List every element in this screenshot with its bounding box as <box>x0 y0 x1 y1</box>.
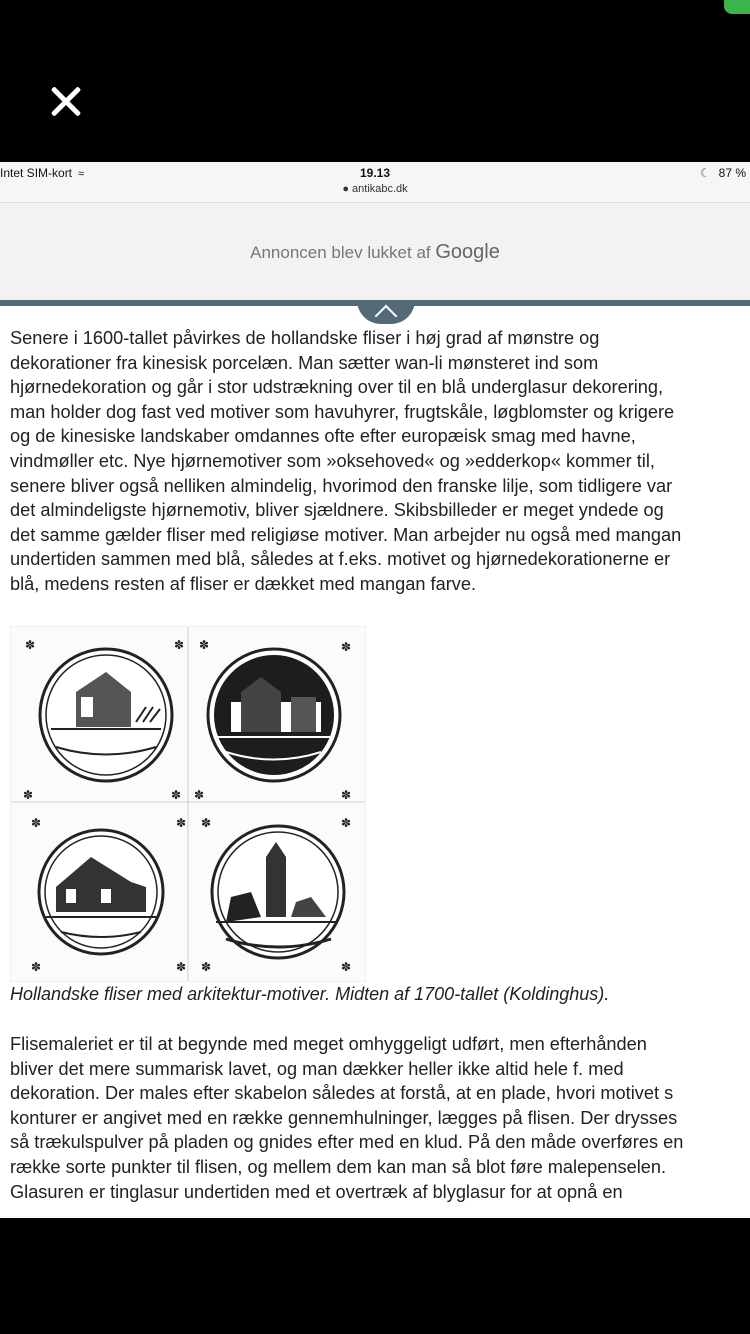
close-icon[interactable] <box>44 80 88 124</box>
svg-text:✽: ✽ <box>341 960 352 974</box>
wifi-icon: ≈ <box>78 168 85 180</box>
viewer-top-bar <box>0 0 750 162</box>
viewer-bottom-bar <box>0 1218 750 1334</box>
chevron-up-icon <box>375 305 398 328</box>
text-line: dekoration. Der males efter skabelon således at forstå, at en plade, hvori motivet s <box>10 1083 674 1104</box>
text-line: man holder dog fast ved motiver som havuhyrer, frugtskåle, løgblomster og krigere <box>10 401 675 422</box>
text-line: og de kinesiske landskaber omdannes ofte efter europæisk smag med havne, <box>10 426 636 447</box>
svg-text:✽: ✽ <box>201 816 212 830</box>
text-line: Senere i 1600-tallet påvirkes de hollandske fliser i høj grad af mønstre og <box>10 328 600 348</box>
moon-icon: ☾ <box>699 166 711 180</box>
tiles-figure-image <box>10 626 366 982</box>
tile-house-1 <box>40 649 172 781</box>
text-line: det almindeligste hjørnemotiv, bliver sjældnere. Skibsbilleder er meget yndede og <box>10 500 664 521</box>
svg-text:✽: ✽ <box>25 638 36 652</box>
svg-text:✽: ✽ <box>176 816 187 830</box>
svg-text:✽: ✽ <box>176 960 187 974</box>
figure-caption: Hollandske fliser med arkitektur-motiver. Midten af 1700-tallet (Koldinghus). <box>10 984 610 1004</box>
svg-text:✽: ✽ <box>341 640 352 654</box>
article-paragraph-2 <box>10 1032 750 1204</box>
svg-text:✽: ✽ <box>31 816 42 830</box>
status-bar <box>0 162 750 202</box>
svg-text:✽: ✽ <box>171 788 182 802</box>
svg-text:✽: ✽ <box>174 638 185 652</box>
url-bar[interactable]: ● antikabc.dk <box>342 183 408 195</box>
svg-text:✽: ✽ <box>31 960 42 974</box>
text-line: bliver det mere summarisk lavet, og man dækker heller ikke altid hele f. med <box>10 1058 624 1079</box>
text-line: dekorationer fra kinesisk porcelæn. Man sætter wan-li mønsteret ind som <box>10 352 599 373</box>
text-line: række sorte punkter til flisen, og mellem dem kan man så blot føre malepenselen. <box>10 1156 667 1177</box>
svg-text:✽: ✽ <box>341 816 352 830</box>
text-line: så trækulspulver på pladen og gnides efter med en klud. På den måde overføres en <box>10 1132 684 1153</box>
ad-closed-banner <box>0 202 750 300</box>
tile-house-3 <box>39 830 163 954</box>
text-line: Flisemaleriet er til at begynde med meget omhyggeligt udført, men efterhånden <box>10 1034 647 1054</box>
status-indicator <box>724 0 750 14</box>
text-line: undertiden sammen med blå, således at f.eks. motivet og hjørnedekorationerne er <box>10 549 671 570</box>
text-line: det samme gælder fliser med religiøse motiver. Man arbejder nu også med mangan <box>10 524 682 545</box>
ad-toggle-tab[interactable] <box>357 300 415 324</box>
svg-text:✽: ✽ <box>199 638 210 652</box>
svg-text:✽: ✽ <box>194 788 205 802</box>
svg-text:✽: ✽ <box>341 788 352 802</box>
text-line: senere bliver også nelliken almindelig, hvorimod den franske lilje, som tidligere var <box>10 475 673 496</box>
tile-church-4 <box>212 826 344 958</box>
tile-house-2 <box>208 649 340 781</box>
clock: 19.13 <box>359 166 391 180</box>
svg-text:✽: ✽ <box>201 960 212 974</box>
lock-icon: ● <box>342 183 349 195</box>
article-paragraph-1 <box>10 326 750 597</box>
ad-closed-text: Annoncen blev lukket af Google <box>250 241 500 263</box>
text-line: konturer er angivet med en række gennemhulninger, lægges på flisen. Der drysses <box>10 1107 678 1128</box>
carrier-label: Intet SIM-kort ≈ <box>0 166 85 180</box>
text-line: blå, medens resten af fliser er dækket med mangan farve. <box>10 573 477 594</box>
text-line: hjørnedekoration og går i stor udstrækning over til en blå underglasur dekorering, <box>10 377 664 398</box>
svg-text:✽: ✽ <box>23 788 34 802</box>
text-line: Glasuren er tinglasur undertiden med et overtræk af blyglasur for at opnå en <box>10 1181 623 1202</box>
screenshot-content <box>0 162 750 1218</box>
text-line: vindmøller etc. Nye hjørnemotiver som »oksehoved« og »edderkop« kommer til, <box>10 450 655 471</box>
battery: ☾ 87 % <box>699 166 746 180</box>
